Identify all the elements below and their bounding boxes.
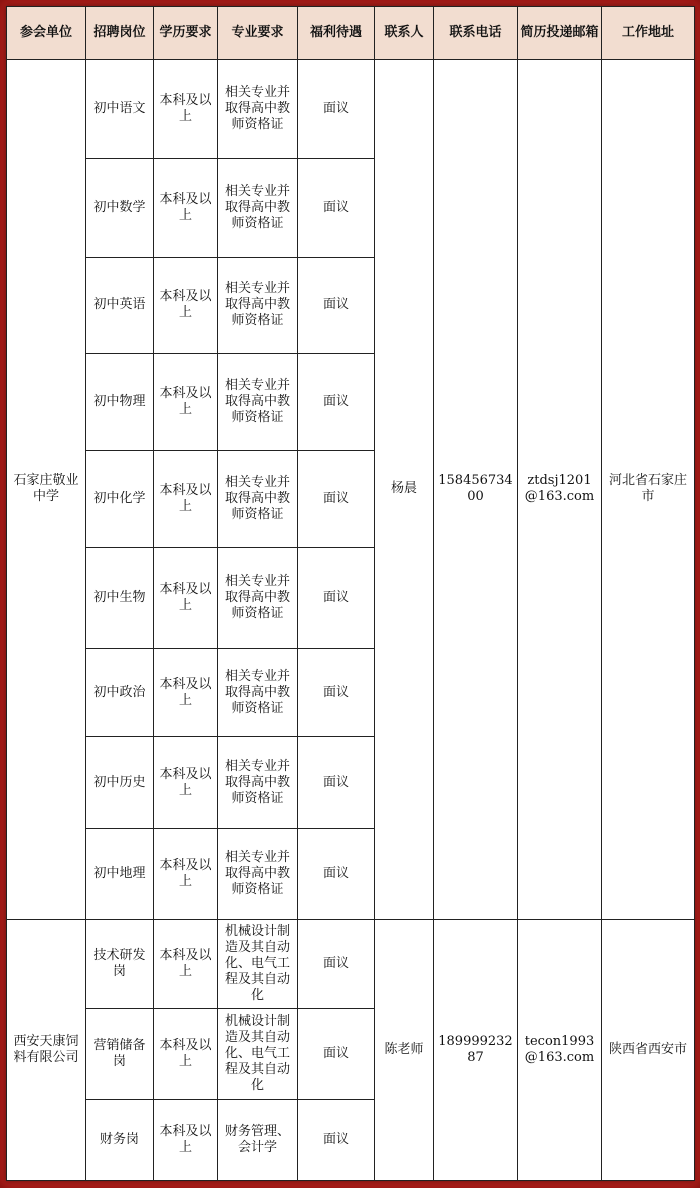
education-requirement: 本科及以上 xyxy=(154,257,218,354)
header-email: 简历投递邮箱 xyxy=(518,7,602,60)
table-row xyxy=(7,60,695,159)
position-title: 技术研发岗 xyxy=(86,919,154,1008)
education-requirement: 本科及以上 xyxy=(154,354,218,451)
major-requirement: 机械设计制造及其自动化、电气工程及其自动化 xyxy=(218,1008,298,1100)
header-phone: 联系电话 xyxy=(434,7,518,60)
header-position: 招聘岗位 xyxy=(86,7,154,60)
education-requirement: 本科及以上 xyxy=(154,829,218,920)
benefits: 面议 xyxy=(298,919,375,1008)
education-requirement: 本科及以上 xyxy=(154,1008,218,1100)
header-company: 参会单位 xyxy=(7,7,86,60)
header-row xyxy=(7,7,695,60)
recruitment-sheet xyxy=(6,6,694,1181)
major-requirement: 相关专业并取得高中教师资格证 xyxy=(218,737,298,829)
position-title: 财务岗 xyxy=(86,1100,154,1181)
education-requirement: 本科及以上 xyxy=(154,648,218,737)
major-requirement: 相关专业并取得高中教师资格证 xyxy=(218,354,298,451)
major-requirement: 相关专业并取得高中教师资格证 xyxy=(218,451,298,548)
benefits: 面议 xyxy=(298,158,375,257)
benefits: 面议 xyxy=(298,1100,375,1181)
benefits: 面议 xyxy=(298,257,375,354)
position-title: 初中英语 xyxy=(86,257,154,354)
major-requirement: 相关专业并取得高中教师资格证 xyxy=(218,158,298,257)
company-name: 石家庄敬业中学 xyxy=(7,60,86,920)
major-requirement: 相关专业并取得高中教师资格证 xyxy=(218,829,298,920)
benefits: 面议 xyxy=(298,354,375,451)
resume-email: ztdsj1201@163.com xyxy=(518,60,602,920)
education-requirement: 本科及以上 xyxy=(154,451,218,548)
position-title: 初中语文 xyxy=(86,60,154,159)
position-title: 初中生物 xyxy=(86,547,154,648)
contact-person: 杨晨 xyxy=(375,60,434,920)
position-title: 营销储备岗 xyxy=(86,1008,154,1100)
benefits: 面议 xyxy=(298,829,375,920)
position-title: 初中历史 xyxy=(86,737,154,829)
contact-phone: 15845673400 xyxy=(434,60,518,920)
header-major: 专业要求 xyxy=(218,7,298,60)
table-row xyxy=(7,919,695,1008)
position-title: 初中物理 xyxy=(86,354,154,451)
position-title: 初中数学 xyxy=(86,158,154,257)
education-requirement: 本科及以上 xyxy=(154,737,218,829)
header-address: 工作地址 xyxy=(602,7,695,60)
education-requirement: 本科及以上 xyxy=(154,60,218,159)
header-education: 学历要求 xyxy=(154,7,218,60)
position-title: 初中政治 xyxy=(86,648,154,737)
major-requirement: 相关专业并取得高中教师资格证 xyxy=(218,257,298,354)
position-title: 初中化学 xyxy=(86,451,154,548)
recruitment-table xyxy=(6,6,695,1181)
major-requirement: 相关专业并取得高中教师资格证 xyxy=(218,60,298,159)
header-benefits: 福利待遇 xyxy=(298,7,375,60)
education-requirement: 本科及以上 xyxy=(154,158,218,257)
benefits: 面议 xyxy=(298,648,375,737)
major-requirement: 机械设计制造及其自动化、电气工程及其自动化 xyxy=(218,919,298,1008)
benefits: 面议 xyxy=(298,1008,375,1100)
work-address: 陕西省西安市 xyxy=(602,919,695,1180)
work-address: 河北省石家庄市 xyxy=(602,60,695,920)
education-requirement: 本科及以上 xyxy=(154,547,218,648)
major-requirement: 相关专业并取得高中教师资格证 xyxy=(218,648,298,737)
resume-email: tecon1993@163.com xyxy=(518,919,602,1180)
contact-phone: 18999923287 xyxy=(434,919,518,1180)
benefits: 面议 xyxy=(298,547,375,648)
education-requirement: 本科及以上 xyxy=(154,1100,218,1181)
header-contact: 联系人 xyxy=(375,7,434,60)
benefits: 面议 xyxy=(298,737,375,829)
major-requirement: 相关专业并取得高中教师资格证 xyxy=(218,547,298,648)
benefits: 面议 xyxy=(298,451,375,548)
position-title: 初中地理 xyxy=(86,829,154,920)
company-name: 西安天康饲料有限公司 xyxy=(7,919,86,1180)
contact-person: 陈老师 xyxy=(375,919,434,1180)
major-requirement: 财务管理、会计学 xyxy=(218,1100,298,1181)
education-requirement: 本科及以上 xyxy=(154,919,218,1008)
benefits: 面议 xyxy=(298,60,375,159)
